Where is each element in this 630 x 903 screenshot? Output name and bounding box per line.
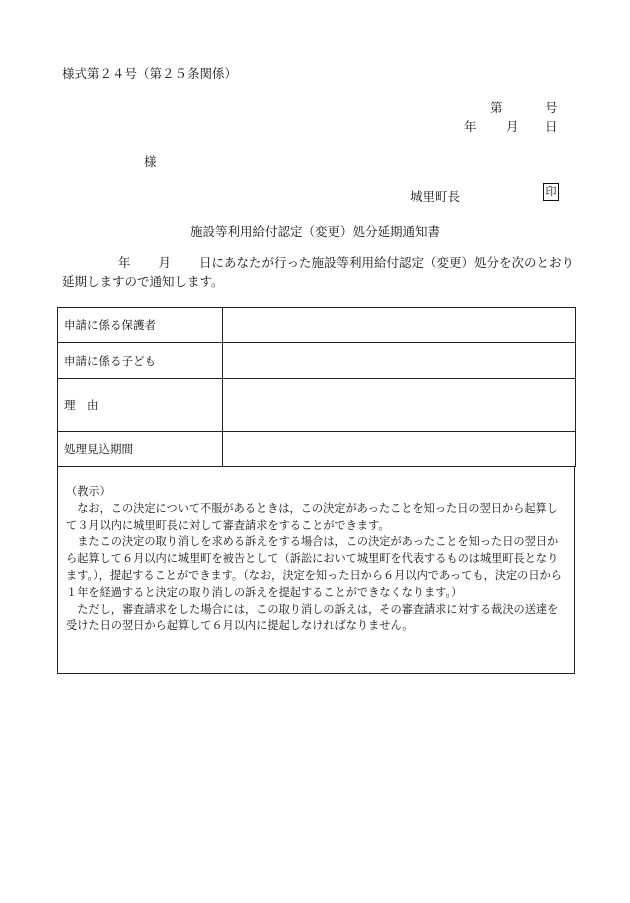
date-day-label: 日	[545, 119, 558, 134]
doc-number-go: 号	[545, 100, 558, 115]
table-row	[58, 379, 576, 432]
row-label-child: 申請に係る子ども	[58, 343, 223, 379]
table-row	[58, 308, 576, 343]
notice-heading: （教示）	[66, 485, 111, 498]
info-table	[57, 307, 576, 467]
row-value-period[interactable]	[223, 432, 576, 467]
table-row	[58, 432, 576, 467]
form-number: 様式第２４号（第２５条関係）	[62, 66, 238, 81]
issuer-title: 城里町長	[410, 189, 461, 204]
notice-paragraph-1: なお，この決定について不服があるときは，この決定があったことを知った日の翌日から起算して３月以内に城里町長に対して審査請求をすることができます。	[66, 501, 558, 532]
date-month-label: 月	[506, 119, 519, 134]
date-year-label: 年	[464, 119, 477, 134]
notice-paragraph-2: またこの決定の取り消しを求める訴えをする場合は，この決定があったことを知った日の翌日から起算して６月以内に城里町を被告として（訴訟において城里町を代表するものは城里町長となります。），提起することができます。（なお，決定を知った日から６月以内であっても，決定の日から１年を経過すると決定の取り消しの訴えを提起することができなくなります。）	[66, 535, 562, 599]
notice-paragraph-3: ただし，審査請求をした場合には，この取り消しの訴えは，その審査請求に対する裁決の送達を受けた日の翌日から起算して６月以内に提起しなければなりません。	[66, 602, 559, 633]
body-text: 日にあなたが行った施設等利用給付認定（変更）処分を次のとおり延期しますので通知します。	[62, 255, 575, 289]
doc-number-dai: 第	[490, 100, 503, 115]
row-value-reason[interactable]	[223, 379, 576, 432]
row-label-period: 処理見込期間	[58, 432, 223, 467]
body-year-label: 年	[118, 255, 131, 270]
seal-mark: 印	[543, 183, 559, 201]
body-paragraph	[62, 253, 584, 291]
row-label-reason: 理 由	[58, 379, 223, 432]
addressee-suffix: 様	[144, 154, 157, 169]
body-month-label: 月	[158, 255, 172, 270]
row-value-child[interactable]	[223, 343, 576, 379]
row-label-guardian: 申請に係る保護者	[58, 308, 223, 343]
document-title: 施設等利用給付認定（変更）処分延期通知書	[189, 224, 440, 239]
table-row	[58, 343, 576, 379]
notice-box	[57, 466, 575, 674]
row-value-guardian[interactable]	[223, 308, 576, 343]
